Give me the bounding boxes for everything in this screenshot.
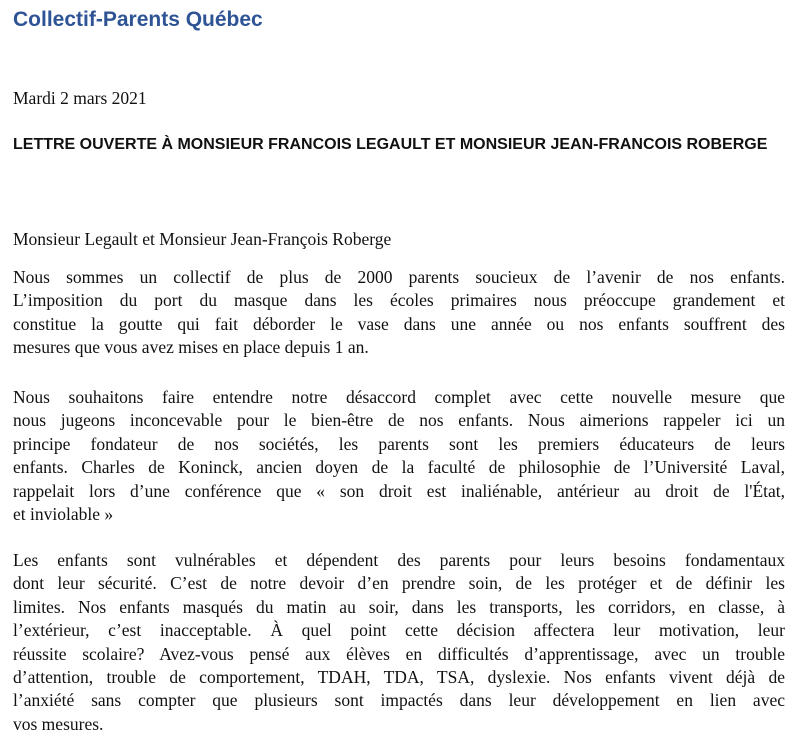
body-paragraph-1 (13, 266, 785, 360)
paragraph-line: Nous souhaitons faire entendre notre désaccord complet avec cette nouvelle mesure que (13, 387, 785, 407)
paragraph-line: réussite scolaire? Avez-vous pensé aux élèves en difficultés d’apprentissage, avec un trouble (13, 643, 785, 664)
paragraph-line: l’anxiété sans compter que plusieurs sont impactés dans leur développement en lien avec (13, 690, 785, 711)
paragraph-line: l’extérieur, c’est inacceptable. À quel point cette décision affectera leur motivation, leur (13, 620, 785, 641)
body-paragraph-2 (13, 386, 785, 526)
paragraph-line: et inviolable » (13, 503, 114, 524)
paragraph-line: constitue la goutte qui fait déborder le vase dans une année ou nos enfants souffrent des (13, 313, 785, 334)
paragraph-line: dont leur sécurité. C’est de notre devoir d’en prendre soin, de les protéger et de définir les (13, 573, 785, 594)
paragraph-line: enfants. Charles de Koninck, ancien doyen de la faculté de philosophie de l’Université Laval, (13, 457, 785, 478)
letter-subject: LETTRE OUVERTE À MONSIEUR FRANCOIS LEGAULT ET MONSIEUR JEAN-FRANCOIS ROBERGE (13, 136, 768, 153)
body-paragraph-3 (13, 549, 785, 736)
paragraph-line: d’attention, trouble de comportement, TDAH, TDA, TSA, dyslexie. Nos enfants vivent déjà de (13, 666, 785, 687)
paragraph-line: Les enfants sont vulnérables et dépendent des parents pour leurs besoins fondamentaux (13, 550, 785, 570)
paragraph-line: L’imposition du port du masque dans les écoles primaires nous préoccupe grandement et (13, 290, 785, 311)
letter-salutation: Monsieur Legault et Monsieur Jean-François Roberge (13, 229, 392, 249)
paragraph-line: rappelait lors d’une conférence que « son droit est inaliénable, antérieur au droit de l'État, (13, 480, 785, 501)
paragraph-line: vos mesures. (13, 713, 104, 734)
organization-title: Collectif-Parents Québec (13, 8, 263, 31)
letter-date: Mardi 2 mars 2021 (13, 88, 147, 108)
paragraph-line: mesures que vous avez mises en place depuis 1 an. (13, 337, 369, 358)
paragraph-line: nous jugeons inconcevable pour le bien-être de nos enfants. Nous aimerions rappeler ici un (13, 410, 785, 431)
paragraph-line: limites. Nos enfants masqués du matin au soir, dans les transports, les corridors, en classe, à (13, 596, 785, 617)
paragraph-line: Nous sommes un collectif de plus de 2000 parents soucieux de l’avenir de nos enfants. (13, 267, 785, 287)
paragraph-line: principe fondateur de nos sociétés, les parents sont les premiers éducateurs de leurs (13, 433, 785, 454)
